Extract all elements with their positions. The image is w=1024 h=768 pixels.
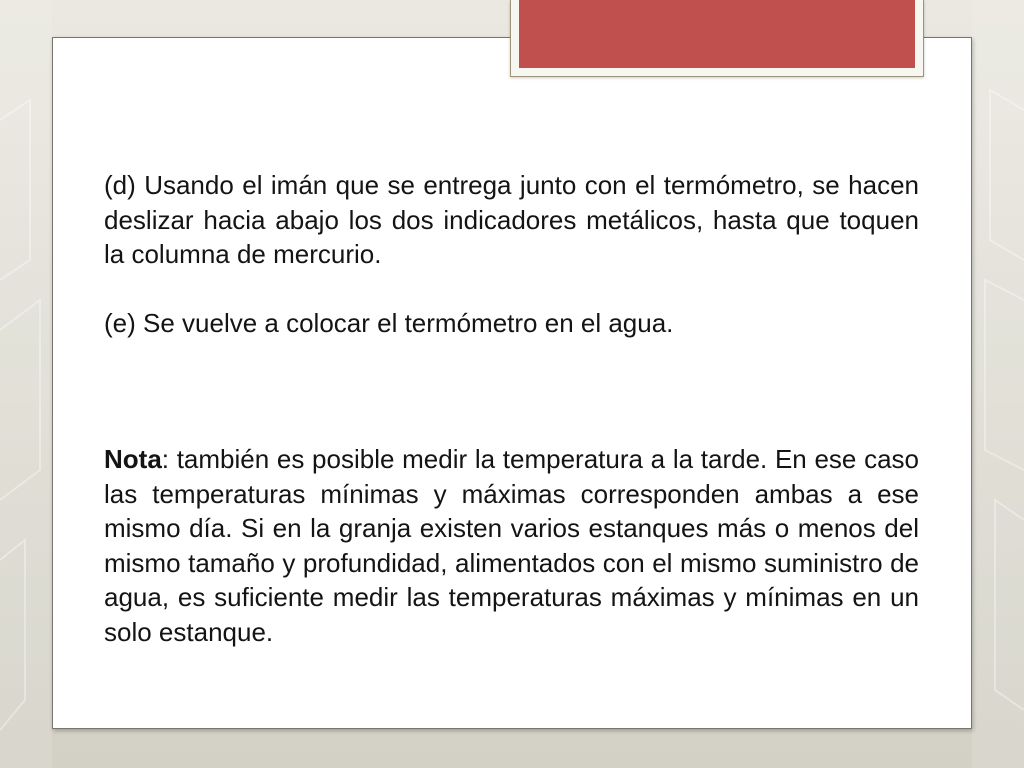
title-placeholder <box>519 0 915 68</box>
slide-body-text <box>104 168 919 649</box>
paragraph-d: (d) Usando el imán que se entrega junto con el termómetro, se hacen deslizar hacia abajo los dos indicadores metálicos, hasta que toquen la columna de mercurio. <box>104 170 919 269</box>
note-text: : también es posible medir la temperatura a la tarde. En ese caso las temperaturas mínimas y máximas corresponden ambas a ese mismo día. Si en la granja existen varios estanques más o menos del mismo tamaño y profundidad, alimentados con el mismo suministro de agua, es suficiente medir las temperaturas máximas y mínimas en un solo estanque. <box>104 444 919 647</box>
note-label: Nota <box>104 444 162 474</box>
paragraph-e: (e) Se vuelve a colocar el termómetro en el agua. <box>104 307 674 338</box>
note-paragraph <box>104 442 919 649</box>
paragraph-spacer <box>104 340 919 442</box>
title-placeholder-frame <box>510 0 924 77</box>
paragraph-spacer <box>104 272 919 306</box>
